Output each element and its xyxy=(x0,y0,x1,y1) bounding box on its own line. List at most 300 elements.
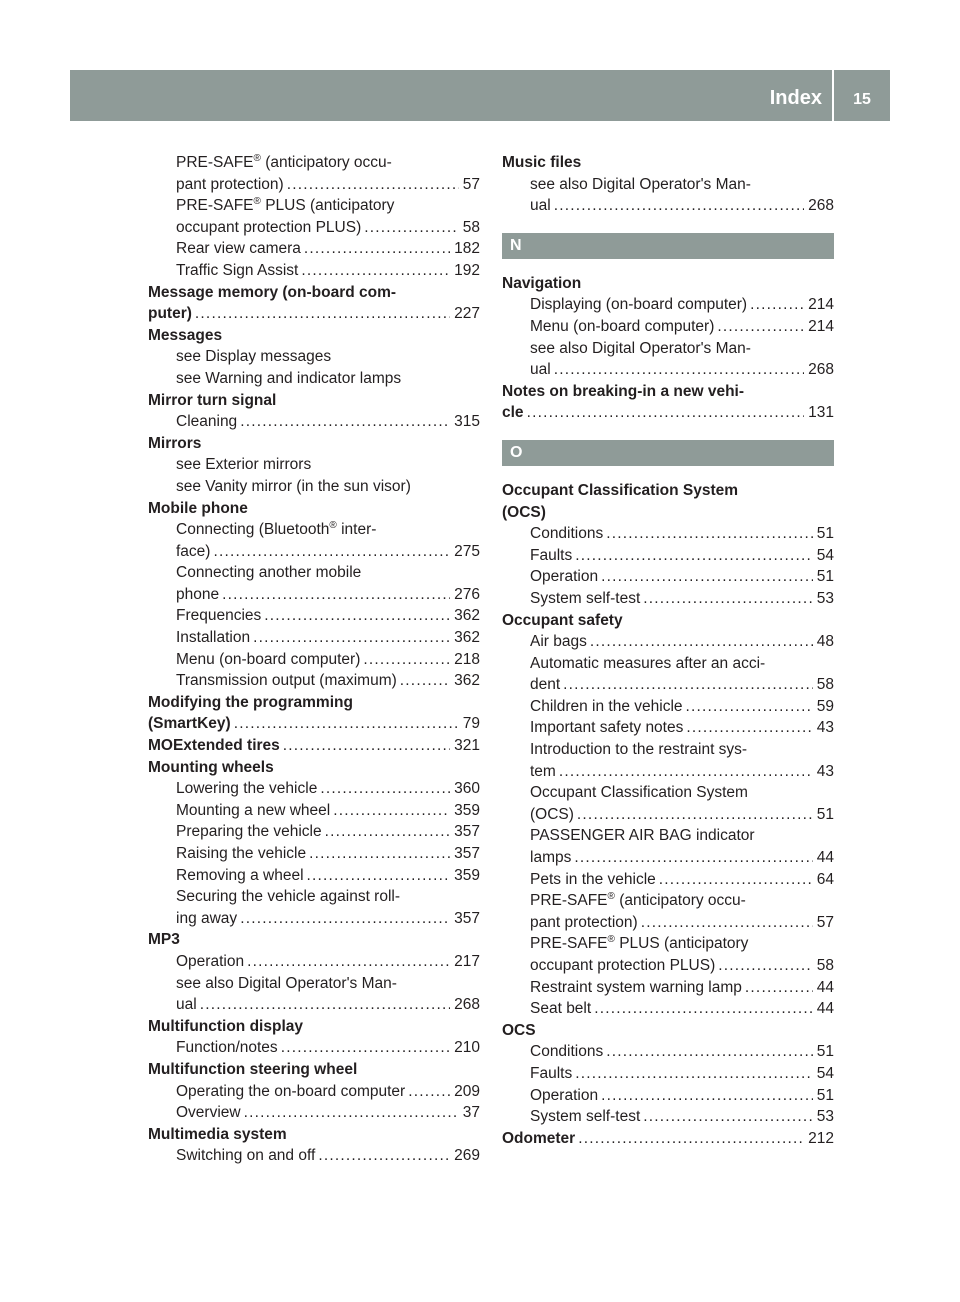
entry-text xyxy=(530,977,742,999)
entry-text xyxy=(176,994,197,1016)
entry-label: Transmission output (maximum) xyxy=(176,672,397,690)
index-subentry[interactable] xyxy=(176,908,480,930)
entry-text xyxy=(176,605,261,627)
entry-text xyxy=(148,735,280,757)
dot-leader xyxy=(309,843,450,865)
page-reference[interactable]: 276 xyxy=(454,585,480,603)
entry-text xyxy=(176,564,361,581)
entry-label: see Exterior mirrors xyxy=(176,456,312,474)
entry-label: Installation xyxy=(176,629,251,647)
entry-label: Mounting wheels xyxy=(148,758,274,776)
entry-text xyxy=(530,717,683,739)
entry-label: see also Digital Operator's Man- xyxy=(176,974,397,992)
header-divider xyxy=(832,70,834,121)
entry-text xyxy=(530,741,747,758)
index-heading[interactable] xyxy=(148,713,480,735)
page-reference[interactable]: 359 xyxy=(454,801,480,819)
entry-label: Multifunction display xyxy=(148,1017,303,1035)
entry-text xyxy=(176,478,411,495)
entry-text xyxy=(530,588,640,610)
entry-label: dent xyxy=(530,676,561,694)
page-reference[interactable]: 268 xyxy=(808,361,834,379)
entry-text xyxy=(502,504,546,521)
entry-label: Seat belt xyxy=(530,1000,592,1018)
entry-text xyxy=(530,294,747,316)
index-heading[interactable] xyxy=(148,735,480,757)
index-subentry[interactable] xyxy=(530,1085,834,1107)
entry-label-continued: PLUS (anticipatory xyxy=(614,935,749,953)
index-subentry[interactable] xyxy=(176,541,480,563)
entry-label: Operating the on-board computer xyxy=(176,1082,406,1100)
entry-text xyxy=(176,541,210,563)
page-reference[interactable]: 360 xyxy=(454,780,480,798)
entry-label: tem xyxy=(530,762,556,780)
index-subentry[interactable] xyxy=(530,977,834,999)
index-subentry[interactable] xyxy=(530,955,834,977)
entry-text xyxy=(148,284,396,301)
dot-leader xyxy=(559,761,813,783)
entry-text xyxy=(530,1063,572,1085)
entry-text xyxy=(176,370,401,387)
dot-leader xyxy=(200,994,450,1016)
dot-leader xyxy=(574,847,812,869)
entry-label: PRE-SAFE xyxy=(176,197,254,215)
page-reference[interactable]: 43 xyxy=(816,719,834,737)
page-reference[interactable]: 212 xyxy=(808,1129,834,1147)
page-reference[interactable]: 217 xyxy=(454,952,480,970)
entry-label: Displaying (on-board computer) xyxy=(530,296,748,314)
entry-text xyxy=(176,238,301,260)
index-subentry[interactable] xyxy=(530,761,834,783)
entry-text xyxy=(530,804,574,826)
dot-leader xyxy=(287,174,459,196)
dot-leader xyxy=(686,696,813,718)
entry-label: Function/notes xyxy=(176,1039,278,1057)
index-subentry[interactable] xyxy=(176,670,480,692)
dot-leader xyxy=(247,951,450,973)
entry-text xyxy=(176,627,250,649)
page-reference[interactable]: 321 xyxy=(454,737,480,755)
index-subentry[interactable] xyxy=(530,1041,834,1063)
page-reference[interactable]: 269 xyxy=(454,1147,480,1165)
index-subentry[interactable] xyxy=(176,1145,480,1167)
entry-label: occupant protection PLUS) xyxy=(176,218,362,236)
page-reference[interactable]: 53 xyxy=(816,589,834,607)
entry-label: Occupant safety xyxy=(502,611,623,629)
registered-mark: ® xyxy=(607,891,615,903)
index-subentry[interactable] xyxy=(176,994,480,1016)
page-reference[interactable]: 268 xyxy=(454,996,480,1014)
entry-text xyxy=(176,670,397,692)
entry-label: System self-test xyxy=(530,1108,641,1126)
entry-text xyxy=(530,316,714,338)
entry-text xyxy=(502,612,623,629)
section-title: Index xyxy=(769,87,822,109)
page-reference[interactable]: 57 xyxy=(816,913,834,931)
section-letter-bar: O xyxy=(502,440,834,466)
page-reference[interactable]: 357 xyxy=(454,909,480,927)
dot-leader xyxy=(234,713,459,735)
entry-text xyxy=(176,1037,278,1059)
page-reference[interactable]: 359 xyxy=(454,866,480,884)
page-reference[interactable]: 58 xyxy=(816,676,834,694)
entry-label: Notes on breaking-in a new vehi- xyxy=(502,382,745,400)
entry-label: Mobile phone xyxy=(148,499,248,517)
index-heading xyxy=(502,480,834,502)
index-subentry[interactable] xyxy=(176,778,480,800)
entry-label: (OCS) xyxy=(530,805,574,823)
registered-mark: ® xyxy=(607,934,615,946)
entry-label: Menu (on-board computer) xyxy=(530,317,715,335)
entry-text xyxy=(148,759,274,776)
entry-label-continued: (anticipatory occu- xyxy=(260,154,392,171)
page-reference[interactable]: 192 xyxy=(454,261,480,279)
index-subentry xyxy=(530,174,834,196)
dot-leader xyxy=(659,869,813,891)
entry-label: MOExtended tires xyxy=(148,737,280,755)
entry-label: see also Digital Operator's Man- xyxy=(530,339,751,357)
page-reference[interactable]: 209 xyxy=(454,1082,480,1100)
entry-text xyxy=(176,888,400,905)
index-subentry[interactable] xyxy=(530,847,834,869)
index-heading xyxy=(148,390,480,412)
index-heading xyxy=(148,692,480,714)
entry-text xyxy=(176,456,311,473)
index-subentry xyxy=(530,782,834,804)
page-reference[interactable]: 51 xyxy=(816,568,834,586)
index-subentry[interactable] xyxy=(530,998,834,1020)
entry-text xyxy=(502,1022,536,1039)
entry-text xyxy=(176,154,392,171)
index-heading xyxy=(502,273,834,295)
page-reference[interactable]: 131 xyxy=(808,404,834,422)
index-subentry[interactable] xyxy=(176,584,480,606)
dot-leader xyxy=(641,912,813,934)
index-column-right xyxy=(502,152,834,1149)
page-reference[interactable]: 44 xyxy=(816,849,834,867)
entry-label: Faults xyxy=(530,546,573,564)
index-subentry xyxy=(176,152,480,174)
page-reference[interactable]: 51 xyxy=(816,525,834,543)
entry-text xyxy=(530,847,571,869)
entry-text xyxy=(502,402,524,424)
entry-label: occupant protection PLUS) xyxy=(530,957,716,974)
entry-text xyxy=(176,1145,315,1167)
page-reference[interactable]: 357 xyxy=(454,823,480,841)
entry-text xyxy=(176,348,331,365)
page-reference[interactable]: 275 xyxy=(454,542,480,560)
entry-text xyxy=(176,217,361,239)
page-reference[interactable]: 214 xyxy=(808,296,834,314)
entry-label: Preparing the vehicle xyxy=(176,823,322,841)
entry-text xyxy=(148,435,201,452)
index-heading xyxy=(502,152,834,174)
index-heading xyxy=(148,433,480,455)
dot-leader xyxy=(195,303,450,325)
entry-label: System self-test xyxy=(530,589,641,607)
entry-text xyxy=(148,1018,303,1035)
dot-leader xyxy=(575,1063,813,1085)
index-subentry[interactable] xyxy=(530,869,834,891)
index-subentry xyxy=(176,562,480,584)
index-subentry[interactable] xyxy=(176,260,480,282)
page-reference[interactable]: 44 xyxy=(816,978,834,996)
entry-label: PRE-SAFE xyxy=(530,935,608,953)
dot-leader xyxy=(577,804,813,826)
dot-leader xyxy=(606,1041,813,1063)
index-subentry[interactable] xyxy=(530,294,834,316)
index-subentry xyxy=(530,739,834,761)
entry-text xyxy=(530,892,746,909)
entry-text xyxy=(530,912,638,934)
entry-label: PRE-SAFE xyxy=(530,892,608,910)
dot-leader xyxy=(601,566,813,588)
index-heading[interactable] xyxy=(502,402,834,424)
index-subentry[interactable] xyxy=(530,316,834,338)
page-reference[interactable]: 64 xyxy=(816,870,834,888)
entry-label: Menu (on-board computer) xyxy=(176,650,361,668)
entry-label-continued: inter- xyxy=(336,521,377,539)
entry-label: ing away xyxy=(176,909,238,927)
page-reference[interactable]: 43 xyxy=(816,762,834,780)
entry-text xyxy=(530,1041,603,1063)
entry-text xyxy=(148,392,276,409)
dot-leader xyxy=(364,217,459,239)
entry-label: pant protection) xyxy=(176,175,284,193)
entry-text xyxy=(530,784,748,801)
index-heading[interactable] xyxy=(148,303,480,325)
page-reference[interactable]: 54 xyxy=(816,546,834,564)
dot-leader xyxy=(408,1081,450,1103)
page-reference[interactable]: 362 xyxy=(454,607,480,625)
page-reference[interactable]: 37 xyxy=(462,1104,480,1122)
entry-label: Conditions xyxy=(530,525,604,543)
index-subentry[interactable] xyxy=(176,800,480,822)
entry-text xyxy=(530,545,572,567)
page-reference[interactable]: 79 xyxy=(462,715,480,733)
dot-leader xyxy=(400,670,450,692)
index-subentry[interactable] xyxy=(176,1102,480,1124)
entry-label: Multifunction steering wheel xyxy=(148,1060,358,1078)
index-column-left xyxy=(148,152,480,1167)
dot-leader xyxy=(264,605,450,627)
page-reference[interactable]: 51 xyxy=(816,1086,834,1104)
entry-label: Modifying the programming xyxy=(148,693,353,711)
page-reference[interactable]: 53 xyxy=(816,1108,834,1126)
entry-label: Removing a wheel xyxy=(176,866,304,884)
page-reference[interactable]: 48 xyxy=(816,633,834,651)
entry-label: Odometer xyxy=(502,1129,576,1147)
dot-leader xyxy=(213,541,450,563)
entry-label: Frequencies xyxy=(176,607,262,625)
page-reference[interactable]: 357 xyxy=(454,845,480,862)
dot-leader xyxy=(320,778,450,800)
dot-leader xyxy=(601,1085,813,1107)
page-reference[interactable]: 51 xyxy=(816,1043,834,1061)
entry-label: Mirrors xyxy=(148,434,202,452)
index-heading xyxy=(502,381,834,403)
index-subentry[interactable] xyxy=(530,696,834,718)
entry-text xyxy=(530,998,591,1020)
entry-label: Overview xyxy=(176,1104,241,1122)
page-reference[interactable]: 44 xyxy=(816,1000,834,1018)
index-subentry[interactable] xyxy=(176,238,480,260)
entry-label: ual xyxy=(176,996,197,1014)
index-subentry[interactable] xyxy=(176,843,480,865)
index-heading[interactable] xyxy=(502,1128,834,1150)
index-subentry xyxy=(530,933,834,955)
index-subentry[interactable] xyxy=(530,1063,834,1085)
entry-text xyxy=(502,275,581,292)
entry-text xyxy=(148,327,222,344)
page-reference[interactable]: 57 xyxy=(462,175,480,193)
entry-text xyxy=(176,975,397,992)
page-reference[interactable]: 182 xyxy=(454,240,480,258)
section-letter-bar: N xyxy=(502,233,834,259)
index-subentry xyxy=(176,454,480,476)
registered-mark: ® xyxy=(253,196,261,208)
index-subentry[interactable] xyxy=(530,804,834,826)
registered-mark: ® xyxy=(329,520,337,532)
entry-label: Traffic Sign Assist xyxy=(176,261,299,279)
index-subentry[interactable] xyxy=(530,674,834,696)
entry-text xyxy=(176,649,360,671)
entry-label: Switching on and off xyxy=(176,1147,316,1165)
dot-leader xyxy=(750,294,804,316)
index-subentry xyxy=(176,195,480,217)
index-subentry xyxy=(176,476,480,498)
dot-leader xyxy=(283,735,450,757)
index-subentry xyxy=(176,519,480,541)
entry-label: Children in the vehicle xyxy=(530,697,683,715)
entry-text xyxy=(530,523,603,545)
dot-leader xyxy=(222,584,450,606)
page-reference[interactable]: 58 xyxy=(816,957,834,974)
dot-leader xyxy=(745,977,813,999)
entry-label: Operation xyxy=(176,952,245,970)
index-heading xyxy=(148,1059,480,1081)
entry-text xyxy=(176,521,376,538)
index-heading xyxy=(148,929,480,951)
index-subentry[interactable] xyxy=(530,523,834,545)
page-reference[interactable]: 362 xyxy=(454,629,480,647)
index-subentry xyxy=(530,653,834,675)
entry-text xyxy=(530,655,765,672)
entry-text xyxy=(176,1081,405,1103)
index-heading xyxy=(502,1020,834,1042)
page-reference[interactable]: 362 xyxy=(454,672,480,690)
page-reference[interactable]: 51 xyxy=(816,805,834,823)
entry-text xyxy=(502,1128,575,1150)
entry-text xyxy=(530,827,755,844)
index-subentry[interactable] xyxy=(530,359,834,381)
entry-label: Air bags xyxy=(530,633,587,651)
entry-text xyxy=(176,174,284,196)
entry-text xyxy=(176,1102,241,1124)
dot-leader xyxy=(594,998,813,1020)
entry-label: Automatic measures after an acci- xyxy=(530,654,766,672)
entry-text xyxy=(176,843,306,865)
index-subentry[interactable] xyxy=(530,912,834,934)
page-reference[interactable]: 54 xyxy=(816,1064,834,1082)
page-reference[interactable]: 210 xyxy=(454,1039,480,1057)
entry-label: puter) xyxy=(148,305,192,323)
page-reference[interactable]: 268 xyxy=(808,197,834,215)
entry-label: OCS xyxy=(502,1021,536,1039)
entry-text xyxy=(176,821,322,843)
page-reference[interactable]: 227 xyxy=(454,305,480,323)
index-subentry[interactable] xyxy=(176,174,480,196)
index-subentry[interactable] xyxy=(176,1081,480,1103)
entry-label: Operation xyxy=(530,1086,599,1104)
entry-text xyxy=(148,694,353,711)
dot-leader xyxy=(301,260,450,282)
index-subentry[interactable] xyxy=(176,649,480,671)
entry-text xyxy=(176,800,330,822)
entry-label: Operation xyxy=(530,568,599,586)
entry-label: Occupant Classification System xyxy=(530,784,748,802)
entry-text xyxy=(530,696,683,718)
page-reference[interactable]: 214 xyxy=(808,317,834,335)
page-reference[interactable]: 315 xyxy=(454,413,480,431)
entry-text xyxy=(148,931,180,948)
index-subentry[interactable] xyxy=(176,865,480,887)
entry-label: Introduction to the restraint sys- xyxy=(530,741,748,759)
index-subentry[interactable] xyxy=(176,627,480,649)
entry-label: (SmartKey) xyxy=(148,715,231,733)
entry-label: Navigation xyxy=(502,274,582,292)
index-subentry[interactable] xyxy=(530,566,834,588)
entry-label: ual xyxy=(530,361,551,379)
index-subentry[interactable] xyxy=(530,545,834,567)
index-subentry[interactable] xyxy=(176,411,480,433)
index-subentry[interactable] xyxy=(176,605,480,627)
index-subentry xyxy=(530,890,834,912)
entry-text xyxy=(148,713,231,735)
index-heading xyxy=(148,498,480,520)
entry-label: Messages xyxy=(148,326,223,344)
entry-label: ual xyxy=(530,197,551,215)
index-subentry[interactable] xyxy=(176,951,480,973)
index-subentry[interactable] xyxy=(530,1106,834,1128)
index-subentry[interactable] xyxy=(176,1037,480,1059)
index-subentry[interactable] xyxy=(530,195,834,217)
dot-leader xyxy=(590,631,813,653)
entry-text xyxy=(502,154,581,171)
entry-label-continued: (anticipatory occu- xyxy=(614,892,746,910)
dot-leader xyxy=(686,717,812,739)
dot-leader xyxy=(606,523,813,545)
entry-text xyxy=(176,951,244,973)
index-subentry[interactable] xyxy=(530,631,834,653)
entry-text xyxy=(176,908,237,930)
entry-label: Multimedia system xyxy=(148,1125,287,1143)
index-subentry[interactable] xyxy=(176,821,480,843)
page-reference[interactable]: 58 xyxy=(462,218,480,236)
dot-leader xyxy=(307,865,451,887)
entry-label: (OCS) xyxy=(502,503,546,521)
page-reference[interactable]: 59 xyxy=(816,697,834,715)
index-heading xyxy=(148,1016,480,1038)
index-subentry[interactable] xyxy=(176,217,480,239)
index-subentry[interactable] xyxy=(530,717,834,739)
index-subentry xyxy=(530,825,834,847)
entry-text xyxy=(502,383,744,400)
page-reference[interactable]: 218 xyxy=(454,650,480,668)
dot-leader xyxy=(643,1106,813,1128)
index-subentry[interactable] xyxy=(530,588,834,610)
entry-text xyxy=(176,197,394,214)
